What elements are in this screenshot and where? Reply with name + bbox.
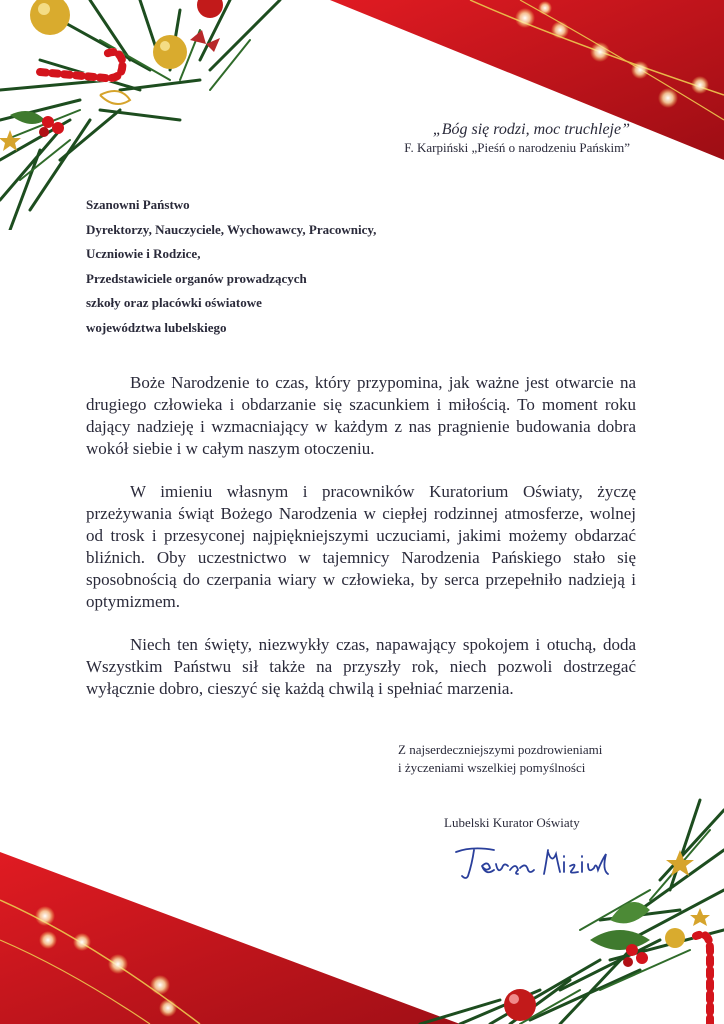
ornament-red-ball-icon [197,0,223,18]
address-line: Szanowni Państwo [86,197,190,212]
candy-cane-icon [696,935,710,1024]
bottom-left-ribbon [0,830,460,1024]
handwritten-signature [452,840,612,884]
epigraph [404,120,630,156]
address-line: Uczniowie i Rodzice, [86,246,201,261]
ornament-gold-ball-icon [30,0,187,69]
letter-paragraph: W imieniu własnym i pracowników Kuratorium Oświaty, życzę przeżywania świąt Bożego Narodzenia w ciepłej rodzinnej atmosferze, wolnej od trosk i przesyconej najpiękniejszymi uczuciami, jakimi możemy obdarzać bliźnich. Oby uczestnictwo w tajemnicy Narodzenia Pańskiego stało się sposobnością do czerpania wiary w człowieka, by serca przepełniło nadzieją i optymizmem. [86,482,636,611]
holly-berries-icon [10,111,64,137]
address-line: Dyrektorzy, Nauczyciele, Wychowawcy, Pracownicy, [86,221,377,237]
letter-paragraph: Niech ten święty, niezwykły czas, napawający spokojem i otuchą, doda Wszystkim Państwu sił także na przyszły rok, niech pozwoli dostrzegać wyłącznie dobro, cieszyć się każdą chwilą i spełniać marzenia. [86,635,636,698]
ornament-red-ball-icon [504,989,536,1021]
letter-paragraph: Boże Narodzenie to czas, który przypomina, jak ważne jest otwarcie na drugiego człowieka i obdarzanie się szacunkiem i miłością. To moment roku dający nadzieję i wzmacniający w każdym z nas pragnienie budowania dobra wokół siebie i w całym naszym otoczeniu. [86,373,636,458]
address-block [86,193,376,340]
address-line: szkoły oraz placówki oświatowe [86,295,262,310]
ornament-gold-ball-icon [665,928,685,948]
letter-body [86,372,636,721]
star-icon [0,130,21,151]
address-line: Przedstawiciele organów prowadzących [86,270,307,286]
epigraph-author: F. Karpiński „Pieśń o narodzeniu Pańskim” [404,140,630,155]
signer-title: Lubelski Kurator Oświaty [444,815,580,830]
address-line: województwa lubelskiego [86,319,227,335]
closing-greeting [398,741,602,777]
closing-line: i życzeniami wszelkiej pomyślności [398,760,586,775]
epigraph-quote: „Bóg się rodzi, moc truchleje” [432,121,630,138]
closing-line: Z najserdeczniejszymi pozdrowieniami [398,742,603,757]
